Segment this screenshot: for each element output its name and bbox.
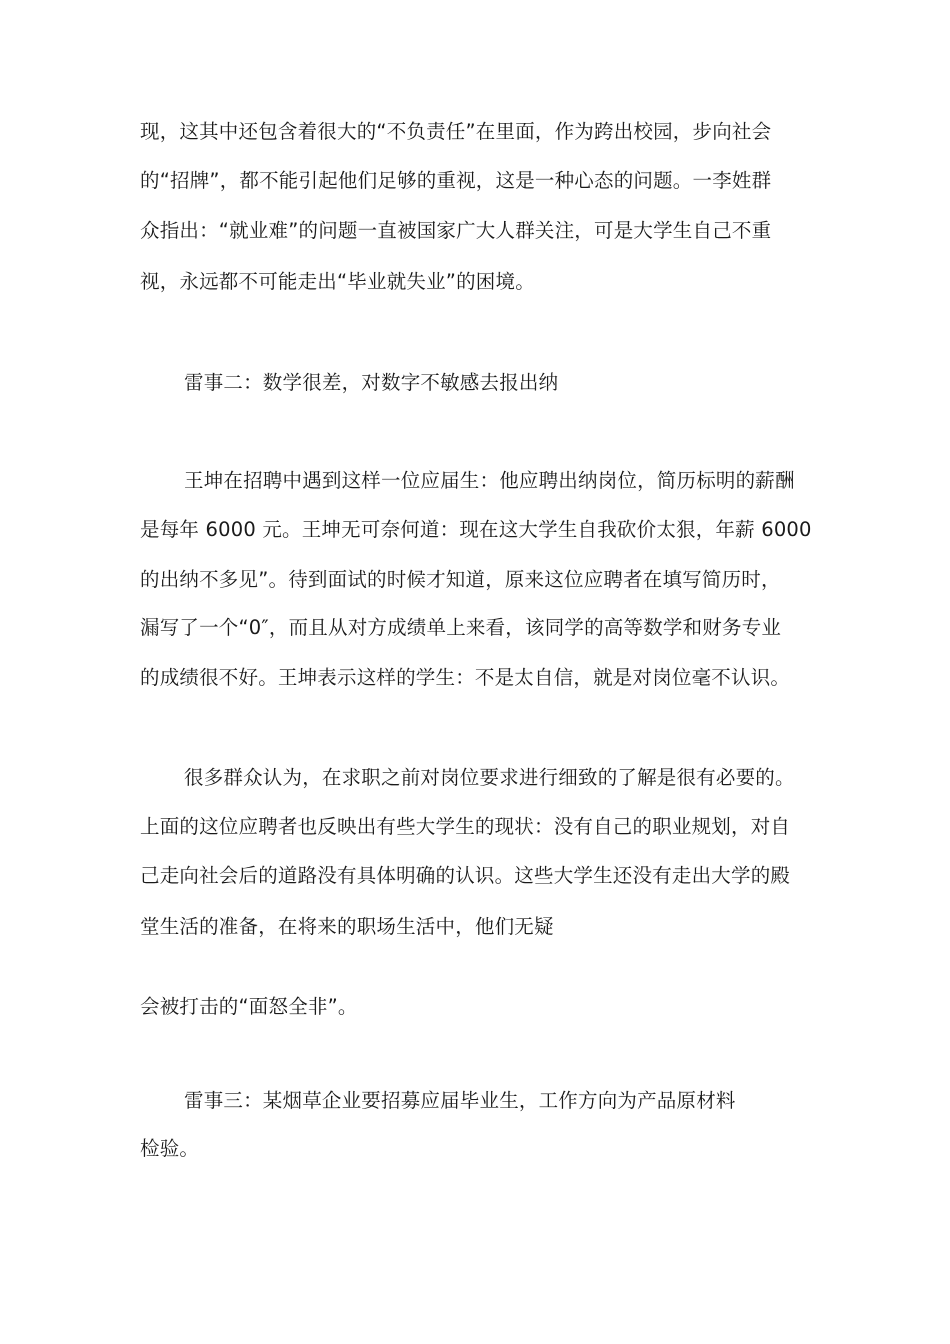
text-line: 现，这其中还包含着很大的“不负责任”在里面，作为跨出校园，步向社会 [140,120,772,143]
text-line: 的成绩很不好。王坤表示这样的学生：不是太自信，就是对岗位毫不认识。 [140,666,791,689]
text-line: 己走向社会后的道路没有具体明确的认识。这些大学生还没有走出大学的殿 [140,864,791,887]
text-line: 众指出：“就业难”的问题一直被国家广大人群关注，可是大学生自己不重 [140,219,772,242]
text-line: 很多群众认为，在求职之前对岗位要求进行细致的了解是很有必要的。 [184,766,795,789]
text-line: 的“招牌”，都不能引起他们足够的重视，这是一种心态的问题。一李姓群 [140,169,772,192]
text-line: 视，永远都不可能走出“毕业就失业”的困境。 [140,270,535,293]
text-line: 会被打击的“面怒全非”。 [140,995,358,1018]
text-line: 堂生活的准备，在将来的职场生活中，他们无疑 [140,915,554,938]
section-heading: 雷事二：数学很差，对数字不敏感去报出纳 [184,371,559,394]
text-line: 的出纳不多见”。待到面试的时候才知道，原来这位应聘者在填写简历时， [140,568,781,591]
text-line: 是每年 6000 元。王坤无可奈何道：现在这大学生自我砍价太狠，年薪 6000 [140,518,812,541]
text-line: 上面的这位应聘者也反映出有些大学生的现状：没有自己的职业规划，对自 [140,815,791,838]
text-line: 漏写了一个“0″，而且从对方成绩单上来看，该同学的高等数学和财务专业 [140,616,782,639]
text-line: 检验。 [140,1137,200,1160]
section-heading: 雷事三：某烟草企业要招募应届毕业生，工作方向为产品原材料 [184,1089,736,1112]
text-line: 王坤在招聘中遇到这样一位应届生：他应聘出纳岗位，简历标明的薪酬 [184,469,795,492]
